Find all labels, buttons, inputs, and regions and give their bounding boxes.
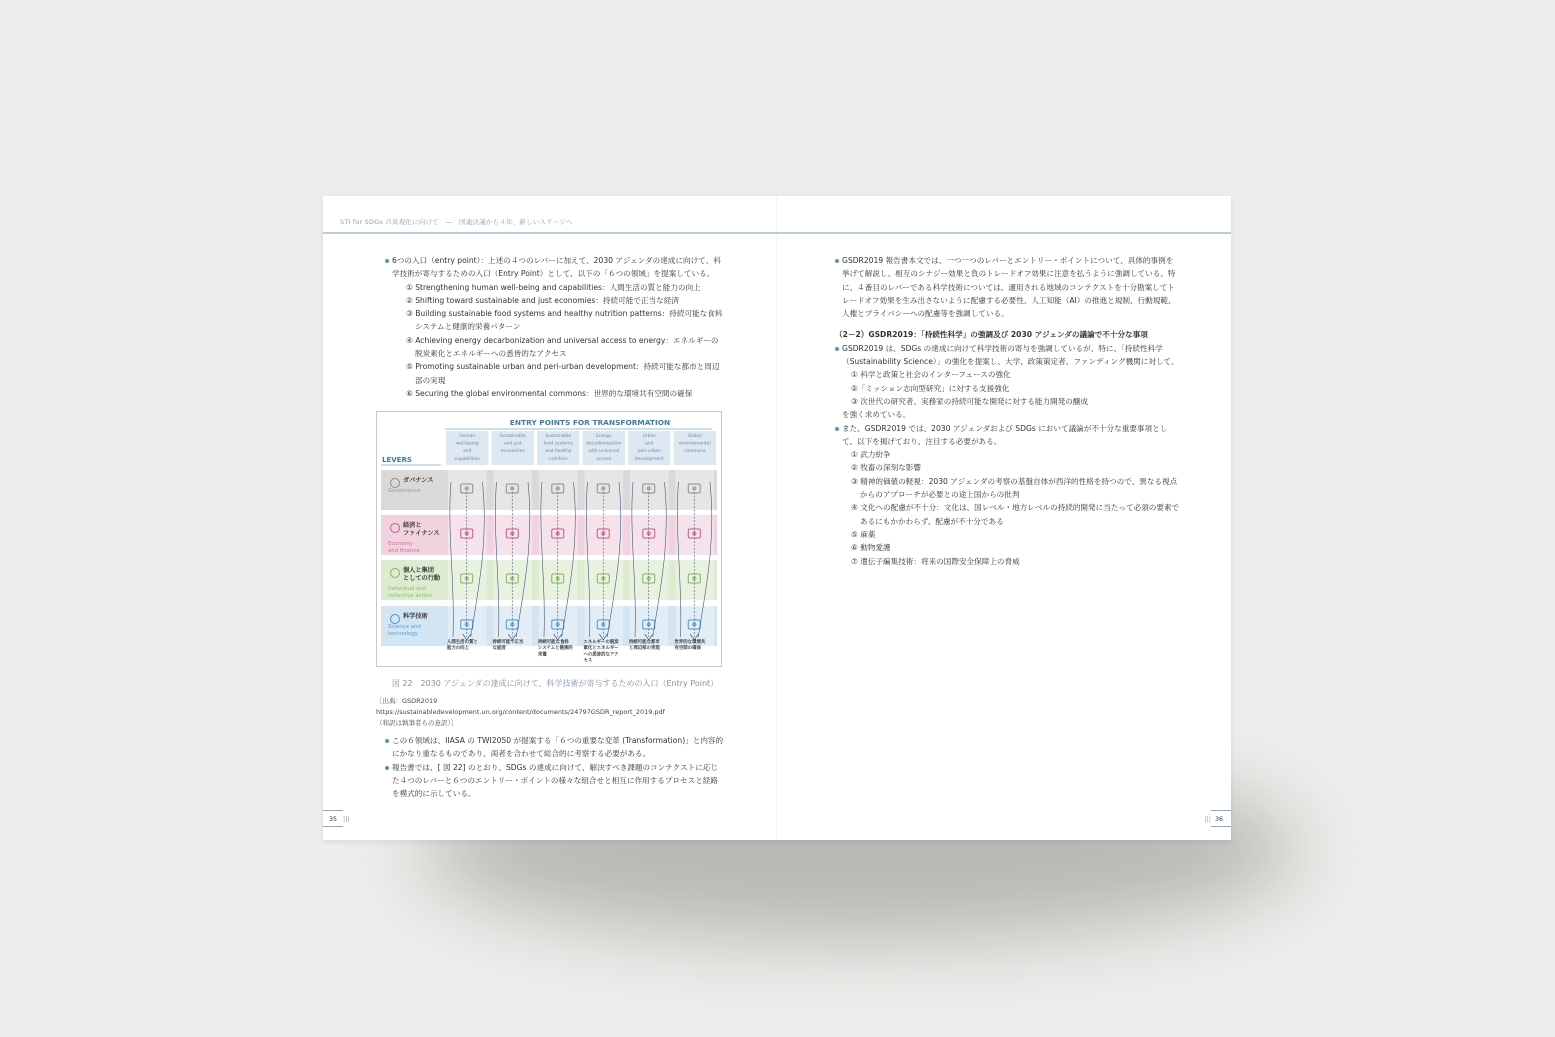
outcome-label: な経済 xyxy=(492,646,506,652)
lever-label-en: Governance xyxy=(388,488,421,494)
cell-icon-dot xyxy=(465,486,469,490)
column-header-text: and xyxy=(645,441,654,447)
lever-label-en: and finance xyxy=(388,548,420,554)
column-header-text: and xyxy=(463,449,472,455)
lever-label-en: Individual and xyxy=(388,586,427,592)
list-item: ③ 精神的価値の軽視：2030 アジェンダの考察の基盤自体が西洋的性格を持つので、異なる視点からのアプローチが必要との途上国からの批判 xyxy=(851,476,1178,500)
outcome-label: セス xyxy=(583,658,593,664)
page-number-rule xyxy=(323,810,343,811)
figure-source xyxy=(376,696,726,729)
list-item: ① 武力紛争 xyxy=(851,450,891,460)
outcome-label: 世界的な環境共 xyxy=(674,640,706,645)
entry-points-diagram xyxy=(377,412,721,666)
outcome-label: システムと健康的 xyxy=(538,646,573,652)
column-header-text: nutrition xyxy=(548,456,568,462)
cell-icon-dot xyxy=(601,486,605,490)
page-number-mark: ||| xyxy=(343,815,350,823)
column-header-text: Sustainable xyxy=(499,434,526,439)
cell-icon-dot xyxy=(556,486,560,490)
cell-icon-dot xyxy=(647,486,651,490)
lever-label-en: collective action xyxy=(388,593,432,599)
paragraph-bullet: GSDR2019 は、SDGs の達成に向けて科学技術の寄与を強調しているが、特に、「持続性科学（Sustainability Science）」の強化を提案し、大学、政策策定者、ファンディング機関に対して、 xyxy=(835,342,1180,369)
right-page-text xyxy=(835,254,1180,568)
list-item: ⑥ Securing the global environmental commons：世界的な環境共有空間の確保 xyxy=(406,388,693,398)
running-head: STI for SDGs の具現化に向けて ― 国連決議から４年、新しいステージへ xyxy=(340,218,573,226)
source-line: （和訳は執筆者らの意訳）］ xyxy=(376,719,458,727)
outcome-label: 能力の向上 xyxy=(447,646,469,652)
paragraph-bullet: GSDR2019 報告書本文では、一つ一つのレバーとエントリー・ポイントについて、具体的事例を挙げて解説し、相互のシナジー効果と負のトレードオフ効果に注意を払うように強調している。特に、４番目のレバーである科学技術については、適用される地域のコンテクストを十分勘案してトレードオフ効果を生み出さないように配慮する必要性、人工知能（AI）の推進と規制、行動規範、人権とプライバシーへの配慮等を強調している。 xyxy=(835,254,1180,320)
section-heading: （2－2）GSDR2019：「持続性科学」の強調及び 2030 アジェンダの議論で不十分な事項 xyxy=(835,330,1148,340)
lever-label-jp: ガバナンス xyxy=(403,477,434,484)
column-header-text: environmental xyxy=(678,441,711,447)
list-item: ③ Building sustainable food systems and healthy nutrition patterns：持続可能な食料システムと健康的栄養パターン xyxy=(406,309,723,332)
outcome-label: 持続可能な食料 xyxy=(538,640,569,645)
column-header-text: and just xyxy=(503,441,522,447)
outcome-label: エネルギーの脱炭 xyxy=(583,640,619,645)
outcome-label: 持続可能な都市 xyxy=(629,640,660,645)
lever-label-en: Economy xyxy=(388,541,413,547)
figure-entry-points xyxy=(376,411,722,667)
entry-point-intro: 6つの入口（entry point）：上述の４つのレバーに加えて、2030 アジェンダの達成に向けて、科学技術が寄与するための入口（Entry Point）として、以下の「６つの領域」を提案している。 xyxy=(385,254,725,281)
lever-label-jp: 個人と集団 xyxy=(403,567,434,574)
column-header-text: and healthy xyxy=(545,449,572,455)
header-rule xyxy=(323,232,1231,234)
lever-label-en: Science and xyxy=(388,624,421,630)
left-page-text xyxy=(385,254,725,400)
column-header-text: Urban xyxy=(642,434,656,439)
source-line: ［出典：GSDR2019 https://sustainabledevelopment.un.org/content/documents/24797GSDR_report_2019.pdf xyxy=(376,697,665,716)
lever-label-jp: 科学技術 xyxy=(403,613,428,620)
column-header-text: development xyxy=(634,456,664,462)
column-header-text: Global xyxy=(687,434,702,439)
lever-label-jp: ファイナンス xyxy=(403,530,440,537)
list-item: ① 科学と政策と社会のインターフェースの強化 xyxy=(851,370,1011,380)
column-header-text: well-being xyxy=(455,441,479,447)
outcome-label: と周辺部の実現 xyxy=(629,646,660,652)
page-number-left: 35 xyxy=(329,816,338,823)
page-number-right: 36 xyxy=(1214,816,1223,823)
outcome-label: 素化とエネルギー xyxy=(583,646,619,652)
list-tail: を強く求めている。 xyxy=(842,410,911,420)
list-item: ① Strengthening human well-being and capabilities：人間生活の質と能力の向上 xyxy=(406,282,701,292)
page-number-rule xyxy=(1211,810,1231,811)
book-fold xyxy=(776,196,778,840)
column-header-text: peri-urban xyxy=(637,449,661,455)
list-item: ④ 文化への配慮が不十分：文化は、国レベル・地方レベルの持続的開発に当たって必須の要素であるにもかかわらず、配慮が不十分である xyxy=(851,503,1180,526)
column-header-text: Sustainable xyxy=(545,434,572,439)
column-header-text: food systems xyxy=(543,441,573,447)
column-header-text: decarbonization xyxy=(586,441,622,447)
page-number-mark: ||| xyxy=(1204,815,1211,823)
figure-caption: 図 22 2030 アジェンダの達成に向けて、科学技術が寄与するための入口（Entry Point） xyxy=(391,679,719,688)
list-item: ⑦ 遺伝子編集技術：将来の国際安全保障上の脅威 xyxy=(851,556,1020,566)
levers-label: LEVERS xyxy=(382,456,412,464)
list-item: ⑤ 麻薬 xyxy=(851,529,876,539)
column-header-text: commons xyxy=(684,449,706,455)
paragraph-bullet: また、GSDR2019 では、2030 アジェンダおよび SDGs において議論が不十分な重要事項として、以下を掲げており、注目する必要がある。 xyxy=(835,422,1180,449)
list-item: ③ 次世代の研究者、実務家の持続可能な開発に対する能力開発の醸成 xyxy=(851,396,1089,406)
entry-point-list xyxy=(385,281,725,401)
cell-icon-dot xyxy=(692,486,696,490)
outcome-label: 人間生活の質と xyxy=(447,640,478,645)
page-number-rule xyxy=(323,826,343,827)
column-header-text: economies xyxy=(500,449,525,455)
list-item: ⑥ 動物愛護 xyxy=(851,543,891,553)
left-page-after-figure xyxy=(385,734,725,800)
list-item: ②「ミッション志向型研究」に対する支援強化 xyxy=(851,383,1010,393)
lever-label-jp: 経済と xyxy=(403,522,422,529)
figure-title: ENTRY POINTS FOR TRANSFORMATION xyxy=(509,418,671,427)
lever-label-jp: としての行動 xyxy=(403,575,441,582)
outcome-label: 持続可能で正当 xyxy=(492,640,524,645)
book-spread xyxy=(323,196,1231,840)
lever-label-en: technology xyxy=(388,631,418,637)
outcome-label: 有空間の確保 xyxy=(674,646,701,652)
column-header-text: Human xyxy=(459,434,476,439)
paragraph-bullet: 報告書では、[ 図 22] のとおり、SDGs の達成に向けて、解決すべき課題のコンテクストに応じた４つのレバーと６つのエントリー・ポイントの様々な組合せと相互に作用するプロセスと経路を模式的に示している。 xyxy=(385,761,725,801)
column-header-text: with universal xyxy=(588,449,620,455)
column-header-text: capabilities xyxy=(454,456,480,462)
cell-icon-dot xyxy=(510,486,514,490)
outcome-label: 栄養 xyxy=(538,652,547,658)
list-item: ⑤ Promoting sustainable urban and peri-urban development：持続可能な都市と周辺部の実現 xyxy=(406,362,720,385)
page-number-rule xyxy=(1211,826,1231,827)
column-header-text: access xyxy=(596,456,612,462)
list-item: ② Shifting toward sustainable and just economies：持続可能で正当な経済 xyxy=(406,295,679,305)
list-item: ② 牧畜の深刻な影響 xyxy=(851,463,921,473)
outcome-label: への悉皆的なアク xyxy=(583,652,619,658)
column-header-text: Energy xyxy=(596,434,612,439)
paragraph-bullet: この６領域は、IIASA の TWI2050 が提案する「６つの重要な変革 (Transformation)」と内容的にかなり重なるものであり、両者を合わせて総合的に考察する必要がある。 xyxy=(385,734,725,761)
list-item: ④ Achieving energy decarbonization and universal access to energy：エネルギーの脱炭素化とエネルギーへの悉皆的なアクセス xyxy=(406,335,719,359)
